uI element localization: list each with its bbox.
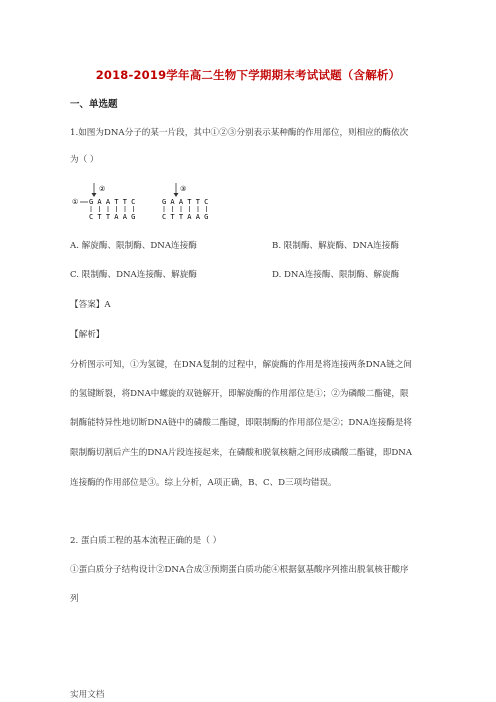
- dna-fragment-figure: [72, 183, 232, 223]
- analysis-line: 的氢键断裂，将DNA中螺旋的双链解开，即解旋酶的作用部位是①；②为磷酸二酯键，限: [70, 389, 409, 399]
- analysis-line: 连接酶的作用部位是③。综上分析，A项正确，B、C、D三项均错误。: [70, 478, 337, 488]
- right-hydrogen-bonds: [164, 206, 207, 212]
- analysis-line: 制酶能特异性地切断DNA链中的磷酸二酯键，即限制酶的作用部位是②；DNA连接酶是将: [70, 418, 413, 428]
- left-hydrogen-bonds: [91, 206, 134, 212]
- section-heading: 一、单选题: [70, 99, 118, 110]
- question-2-line1: ①蛋白质分子结构设计②DNA合成③预期蛋白质功能④根据氨基酸序列推出脱氧核苷酸序: [70, 565, 409, 575]
- analysis-line: 限制酶切割后产生的DNA片段连接起来，在磷酸和脱氧核糖之间形成磷酸二酯键，即DNA: [70, 448, 413, 458]
- right-top-strand: G A A T T C: [162, 198, 209, 206]
- left-bottom-strand: C T T A A G: [89, 213, 136, 221]
- marker-3: ③: [180, 185, 187, 193]
- question-1-stem-line1: 1.如图为DNA分子的某一片段，其中①②③分别表示某种酶的作用部位，则相应的酶依次: [70, 128, 409, 138]
- answer: 【答案】A: [70, 300, 111, 310]
- option-c: C. 限制酶、DNA连接酶、解旋酶: [70, 270, 197, 280]
- right-bottom-strand: C T T A A G: [162, 213, 209, 221]
- marker-2: ②: [99, 185, 106, 193]
- document-title: 2018-2019学年高二生物下学期期末考试试题（含解析）: [95, 68, 401, 82]
- question-1-stem-line2: 为（ ）: [70, 155, 99, 165]
- option-a: A. 解旋酶、限制酶、DNA连接酶: [70, 241, 197, 251]
- option-d: D. DNA连接酶、限制酶、解旋酶: [272, 270, 400, 280]
- arrow-3-head: [174, 193, 179, 197]
- marker-1: ①: [72, 198, 79, 206]
- question-2-line2: 列: [70, 594, 79, 604]
- left-top-strand: G A A T T C: [89, 198, 136, 206]
- analysis-line: 分析图示可知，①为氢键，在DNA复制的过程中，解旋酶的作用是将连接两条DNA链之间: [70, 360, 413, 370]
- page-footer: 实用文档: [70, 690, 105, 700]
- arrow-2-head: [92, 193, 97, 197]
- analysis-heading: 【解析】: [70, 330, 105, 340]
- question-2-stem: 2. 蛋白质工程的基本流程正确的是（ ）: [70, 536, 222, 546]
- option-b: B. 限制酶、解旋酶、DNA连接酶: [272, 241, 399, 251]
